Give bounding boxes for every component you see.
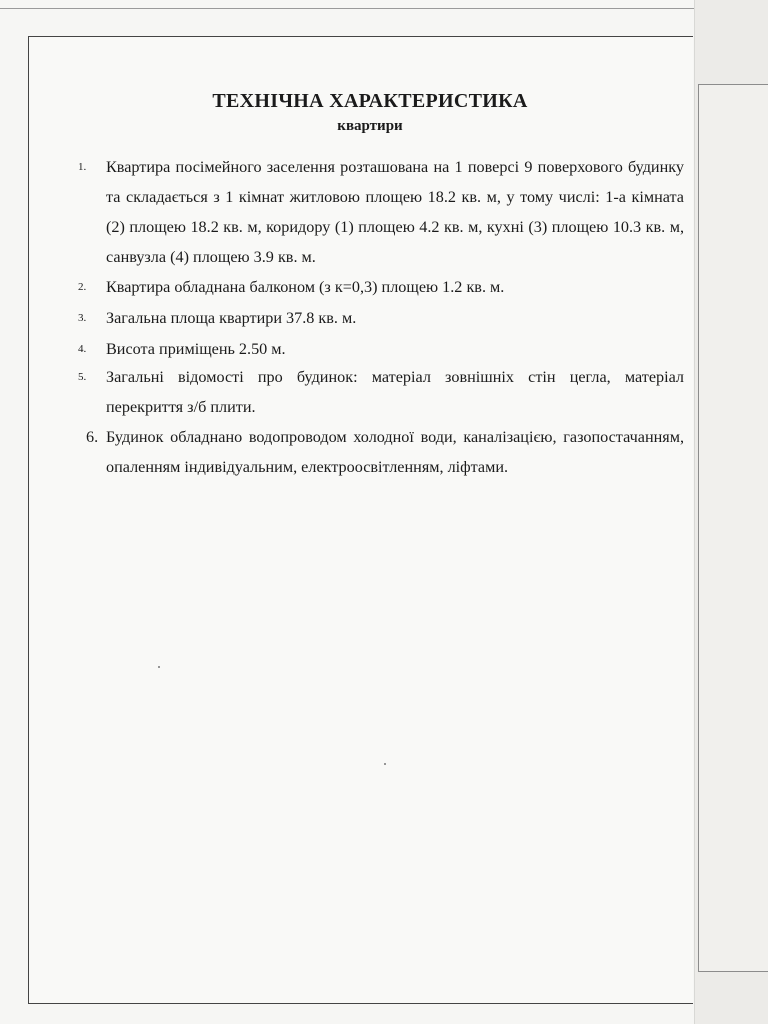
list-item-number: 2. [78,281,87,293]
list-item-number: 3. [78,312,87,324]
list-item-5 [78,362,684,422]
list-item-text: Квартира обладнана балконом (з к=0,3) площею 1.2 кв. м. [106,278,505,296]
list-item-text: Загальні відомості про будинок: матеріал зовнішніх стін цегла, матеріал перекриття з/б плити. [106,368,684,416]
scan-speck [384,763,386,765]
scan-speck [158,666,160,668]
list-item-text: Будинок обладнано водопроводом холодної води, каналізацією, газопостачанням, опаленням індивідуальним, електроосвітленням, ліфтами. [106,428,684,476]
list-item-number: 1. [78,161,87,173]
list-item-number: 4. [78,343,87,355]
list-item-4 [78,334,684,364]
list-item-6 [78,422,684,482]
document-subtitle: квартири [337,118,403,134]
list-item-1 [78,152,684,272]
list-item-2 [78,272,684,302]
list-item-number: 5. [78,371,87,383]
list-item-text: Загальна площа квартири 37.8 кв. м. [106,309,357,327]
adjacent-page-frame [698,84,768,972]
list-item-number: 6. [86,428,99,446]
list-item-3 [78,303,684,333]
document-title: ТЕХНІЧНА ХАРАКТЕРИСТИКА [212,90,528,112]
list-item-text: Квартира посімейного заселення розташована на 1 поверсі 9 поверхового будинку та складається з 1 кімнат житловою площею 18.2 кв. м, у тому числі: 1-а кімната (2) площею 18.2 кв. м, коридору (1) площею 4.2 кв. м, кухні (3) площею 10.3 кв. м, санвузла (4) площею 3.9 кв. м. [106,158,684,266]
list-item-text: Висота приміщень 2.50 м. [106,340,286,358]
page-top-edge [0,8,694,9]
